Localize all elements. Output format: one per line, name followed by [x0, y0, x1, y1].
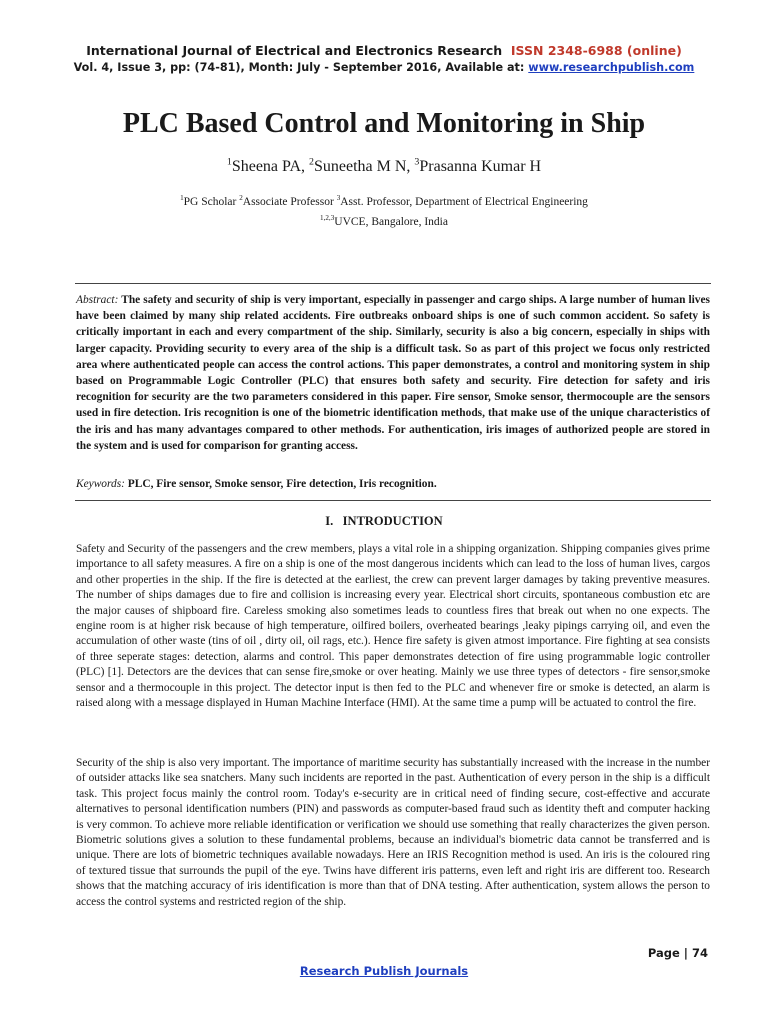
author-list [0, 158, 768, 176]
affiliation-institution [0, 216, 768, 228]
volume-line [0, 61, 768, 74]
section-number: I. [325, 514, 334, 528]
body-paragraph: Security of the ship is also very important. The importance of maritime security has substantially increased with the increase in the number of outsider attacks like sea snatchers. Many such incidents are reported in the past. Authentication of every person in the ship is a difficult task. This project focus mainly the control room. Today's e-security are in critical need of finding secure, cost-effective and accurate alternatives to personal identification numbers (PIN) and passwords as computer-based fraud such as identity theft and computer hacking is very common. To achieve more reliable identification or verification we should use something that really characterizes the given person. Biometric solutions gives a solution to these fundamental problems, because an individual's biometric data cannot be transferred and is unique. There are lots of biometric techniques available nowadays. Here an IRIS Recognition method is used. An iris is the coloured ring of textured tissue that surrounds the pupil of the eye. Twins have different iris patterns, even left and right iris are different too. Research shows that the matching accuracy of iris identification is more than that of DNA testing. After authentication, system allows the person to access the control systems and restricted region of the ship. [76, 757, 710, 908]
affil-sup: 2 [239, 194, 243, 203]
journal-header [0, 43, 768, 58]
affiliation-roles [0, 196, 768, 208]
issn-label: ISSN 2348-6988 (online) [510, 43, 682, 58]
abstract-label: Abstract: [76, 294, 119, 306]
volume-info: Vol. 4, Issue 3, pp: (74-81), Month: July - September 2016, Available at: [73, 61, 529, 74]
author-name: Sheena PA, [231, 158, 310, 175]
institution-sup: 1,2,3 [320, 214, 335, 223]
keywords [76, 478, 710, 490]
author-sup: 3 [414, 156, 420, 168]
paper-title: PLC Based Control and Monitoring in Ship [122, 108, 646, 139]
abstract [76, 292, 710, 454]
abstract-text: The safety and security of ship is very important, especially in passenger and cargo ships. A large number of human lives have been claimed by many ship related accidents. Fire outbreaks onboard ships is one of such common accident. So safety is critically important in each and every compartment of the ship. Similarly, security is also a big concern, especially in ships with larger capacity. Providing security to every area of the ship is a difficult task. So as part of this project we focus only restricted area where authenticated people can access the control actions. This paper demonstrates, a control and monitoring system in ship based on Programmable Logic Controller (PLC) that ensures both safety and security. Fire detection for safety and iris recognition for security are the two parameters considered in this paper. Fire sensor, Smoke sensor, thermocouple are the sensors used in fire detection. Iris recognition is one of the biometric identification methods, that make use of the unique characteristics of the iris and has many advantages compared to other methods. For authentication, iris images of authorized people are stored in the system and is used for comparison for granting access. [76, 294, 710, 452]
page-number: Page | 74 [647, 946, 708, 960]
affil-sup: 1 [180, 194, 184, 203]
author-sup: 1 [226, 156, 232, 168]
keywords-text: PLC, Fire sensor, Smoke sensor, Fire detection, Iris recognition. [124, 478, 437, 490]
author-name: Suneetha M N, [313, 158, 415, 175]
author-sup: 2 [309, 156, 314, 168]
publisher-footer[interactable]: Research Publish Journals [299, 964, 469, 978]
affil-role: Associate Professor [242, 196, 337, 208]
abstract-top-rule [75, 283, 711, 284]
section-heading [0, 514, 768, 529]
affil-role: PG Scholar [183, 196, 240, 208]
section-title: INTRODUCTION [342, 514, 443, 528]
institution-name: UVCE, Bangalore, India [334, 216, 448, 228]
website-link[interactable]: www.researchpublish.com [528, 61, 695, 74]
affil-sup: 3 [336, 194, 341, 203]
affil-role: Asst. Professor, Department of Electrical Engineering [340, 196, 588, 208]
author-name: Prasanna Kumar H [419, 158, 542, 175]
abstract-bottom-rule [75, 500, 711, 501]
journal-name: International Journal of Electrical and Electronics Research [86, 43, 503, 58]
body-paragraph: Safety and Security of the passengers and the crew members, plays a vital role in a shipping organization. Shipping companies gives prime importance to all safety measures. A fire on a ship is one of the most dangerous incidents which can lead to the loss of human lives, cargos and other properties in the ship. If the fire is detected at the earliest, the crew can prevent larger damages by taking preventive measures. The number of ships damages due to fire and collision is increasing every year. Electrical short circuits, spontaneous combustion etc are the major causes of shipboard fire. Careless smoking also sometimes leads to countless fires that break out when no one expects. The engine room is at higher risk because of high temperature, oilfired boilers, overheated bearings ,leaky pipings carrying oil, and even the accumulation of other waste (tins of oil , dirty oil, oil rags, etc.). Hence fire safety is given atmost importance. Fire fighting at sea consists of three seperate stages: detection, alarms and control. This paper demonstrates detection of fire using programmable logic controller (PLC) [1]. Detectors are the devices that can sense fire,smoke or over heating. Mainly we use three types of detectors - fire sensor,smoke sensor and a thermocouple in this project. The detector input is then fed to the PLC and whenever fire or smoke is detected, an alarm is raised along with a message displayed in Human Machine Interface (HMI). At the same time a pump will be actuated to control the fire. [76, 543, 710, 710]
keywords-label: Keywords: [76, 478, 125, 490]
